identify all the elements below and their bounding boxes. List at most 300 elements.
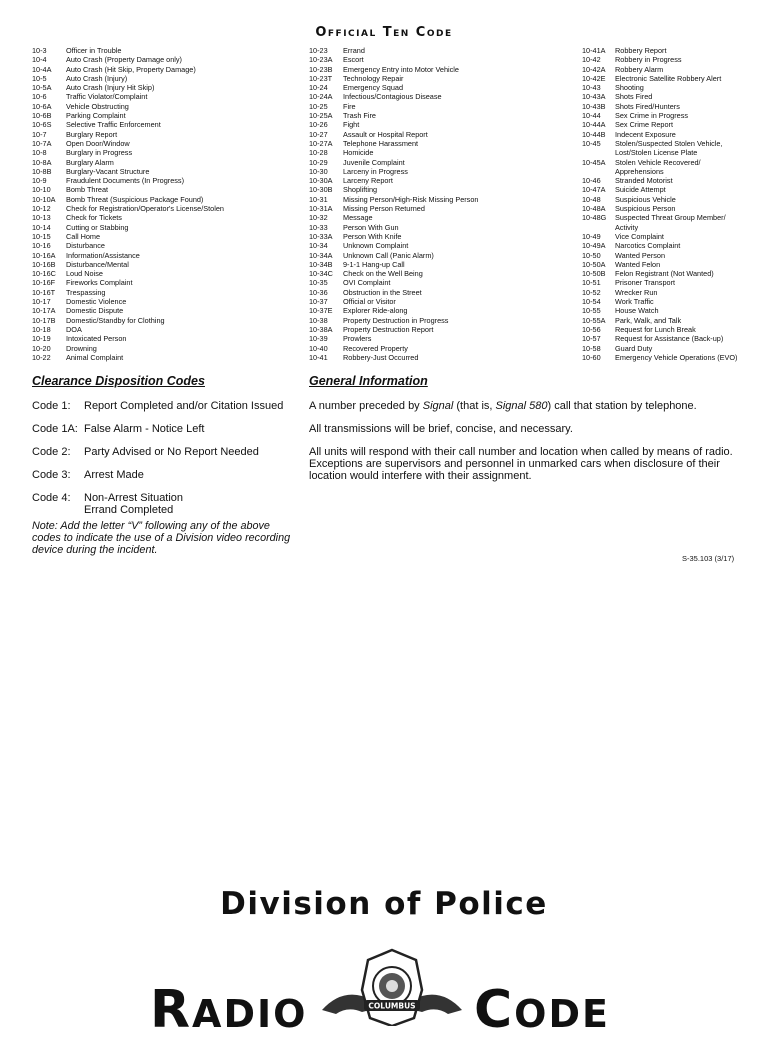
ten-code-number: 10-30 — [309, 166, 328, 176]
ten-code-row — [32, 325, 282, 334]
ten-code-number: 10-48G — [582, 213, 607, 223]
ten-code-row — [309, 158, 569, 167]
ten-code-description: Emergency Entry into Motor Vehicle — [343, 64, 459, 74]
ten-code-number: 10-13 — [32, 213, 51, 223]
ten-code-number: 10-8A — [32, 157, 52, 167]
general-text: (that is, — [453, 400, 496, 412]
ten-code-row — [32, 316, 282, 325]
ten-code-description: Open Door/Window — [66, 138, 130, 148]
ten-code-number: 10-32 — [309, 213, 328, 223]
ten-code-row — [309, 251, 569, 260]
ten-code-row — [309, 120, 569, 129]
ten-code-row — [32, 148, 282, 157]
clearance-code: Code 2: — [32, 446, 71, 458]
ten-code-row — [309, 130, 569, 139]
general-paragraph: All units will respond with their call number and location when called by means of radio. Exceptions are supervisors and personnel in unmarked cars when disclosure of their location would interfere with their assignment. — [309, 446, 733, 482]
signal-term: Signal — [422, 400, 454, 412]
ten-code-row — [309, 176, 569, 185]
ten-code-number: 10-12 — [32, 204, 51, 214]
ten-code-description: Auto Crash (Injury) — [66, 73, 128, 83]
ten-code-row — [32, 74, 282, 83]
ten-code-description: Shots Fired/Hunters — [615, 101, 680, 111]
ten-code-description: Sex Crime Report — [615, 120, 673, 130]
ten-code-number: 10-16T — [32, 287, 56, 297]
ten-code-description: Check on the Well Being — [343, 269, 423, 279]
ten-code-row — [309, 297, 569, 306]
ten-code-row — [32, 288, 282, 297]
ten-code-row — [32, 223, 282, 232]
ten-code-number: 10-56 — [582, 324, 601, 334]
ten-code-description: Larceny in Progress — [343, 166, 408, 176]
ten-code-number: 10-52 — [582, 287, 601, 297]
ten-code-description: Property Destruction Report — [343, 324, 434, 334]
ten-code-number: 10-33 — [309, 222, 328, 232]
ten-code-description: Prowlers — [343, 334, 372, 344]
ten-code-number: 10-49A — [582, 241, 606, 251]
general-text: ) call that station by telephone. — [547, 400, 697, 412]
ten-code-row — [309, 102, 569, 111]
ten-code-number: 10-43B — [582, 101, 606, 111]
ten-code-row — [309, 353, 569, 362]
ten-code-number: 10-18 — [32, 324, 51, 334]
ten-code-description: DOA — [66, 324, 82, 334]
ten-code-description: 9-1-1 Hang-up Call — [343, 259, 405, 269]
ten-code-row — [309, 74, 569, 83]
ten-code-description: Information/Assistance — [66, 250, 140, 260]
ten-code-number: 10-28 — [309, 148, 328, 158]
ten-code-number: 10-55A — [582, 315, 606, 325]
ten-code-row — [582, 83, 742, 92]
ten-code-number: 10-51 — [582, 278, 601, 288]
ten-code-number: 10-17 — [32, 297, 51, 307]
ten-code-number: 10-47A — [582, 185, 606, 195]
badge-center-dot — [386, 980, 398, 992]
clearance-item — [32, 446, 302, 458]
ten-code-row — [582, 55, 742, 64]
ten-code-description: Unknown Complaint — [343, 241, 409, 251]
ten-code-number: 10-34A — [309, 250, 333, 260]
ten-code-row — [32, 46, 282, 55]
ten-code-number: 10-57 — [582, 334, 601, 344]
ten-code-number: 10-25 — [309, 101, 328, 111]
ten-code-description: Trash Fire — [343, 111, 376, 121]
ten-code-number: 10-50A — [582, 259, 606, 269]
ten-code-row — [309, 65, 569, 74]
ten-code-description: Auto Crash (Injury Hit Skip) — [66, 83, 155, 93]
radio-rest: ADIO — [192, 992, 308, 1036]
ten-code-number: 10-5A — [32, 83, 52, 93]
ten-code-row — [309, 344, 569, 353]
ten-code-description: Prisoner Transport — [615, 278, 676, 288]
ten-code-number: 10-24A — [309, 92, 333, 102]
ten-code-number: 10-16A — [32, 250, 56, 260]
code-initial: C — [474, 980, 515, 1040]
ten-code-description: Drowning — [66, 343, 97, 353]
ten-code-number: 10-31 — [309, 194, 328, 204]
ten-code-row — [32, 158, 282, 167]
ten-code-row — [32, 269, 282, 278]
ten-code-description: Disturbance — [66, 241, 105, 251]
ten-code-number: 10-60 — [582, 352, 601, 362]
clearance-list — [32, 400, 302, 527]
ten-code-row — [309, 223, 569, 232]
ten-code-description: Animal Complaint — [66, 352, 124, 362]
ten-code-row — [32, 344, 282, 353]
ten-code-description: Message — [343, 213, 373, 223]
ten-code-row — [582, 334, 742, 343]
ten-code-description: Suspicious Vehicle — [615, 194, 676, 204]
ten-code-number: 10-6S — [32, 120, 52, 130]
ten-code-row — [309, 195, 569, 204]
ten-code-row — [32, 334, 282, 343]
ten-code-row — [582, 176, 742, 185]
clearance-item — [32, 423, 302, 435]
ten-code-row — [32, 297, 282, 306]
ten-code-description: Traffic Violator/Complaint — [66, 92, 148, 102]
ten-code-number: 10-14 — [32, 222, 51, 232]
clearance-code: Code 1A: — [32, 423, 78, 435]
clearance-text-line: Non-Arrest Situation — [84, 492, 184, 504]
ten-code-description: OVI Complaint — [343, 278, 391, 288]
ten-code-number: 10-10A — [32, 194, 56, 204]
ten-code-row — [582, 120, 742, 129]
ten-code-description: Suicide Attempt — [615, 185, 666, 195]
ten-code-row — [309, 204, 569, 213]
police-badge-emblem — [318, 946, 466, 1026]
ten-code-number: 10-17A — [32, 306, 56, 316]
ten-code-description: Cutting or Stabbing — [66, 222, 129, 232]
ten-code-row — [309, 111, 569, 120]
ten-code-description: Larceny Report — [343, 176, 393, 186]
ten-code-row — [32, 306, 282, 315]
ten-code-row — [582, 158, 742, 177]
clearance-text — [84, 492, 302, 516]
ten-code-row — [32, 241, 282, 250]
ten-code-description: Park, Walk, and Talk — [615, 315, 682, 325]
ten-code-row — [582, 297, 742, 306]
ten-code-row — [582, 111, 742, 120]
ten-code-number: 10-15 — [32, 231, 51, 241]
ten-code-row — [582, 65, 742, 74]
ten-code-row — [32, 204, 282, 213]
ten-code-description: Disturbance/Mental — [66, 259, 129, 269]
ten-code-number: 10-5 — [32, 73, 47, 83]
ten-code-number: 10-38 — [309, 315, 328, 325]
ten-code-number: 10-55 — [582, 306, 601, 316]
ten-code-number: 10-37E — [309, 306, 333, 316]
ten-code-row — [309, 55, 569, 64]
ten-code-description: Suspicious Person — [615, 204, 676, 214]
ten-code-description: Robbery-Just Occurred — [343, 352, 419, 362]
ten-code-description: Explorer Ride-along — [343, 306, 408, 316]
ten-code-row — [309, 167, 569, 176]
ten-code-number: 10-34 — [309, 241, 328, 251]
ten-code-description: Domestic/Standby for Clothing — [66, 315, 165, 325]
ten-code-number: 10-4 — [32, 55, 47, 65]
ten-code-number: 10-19 — [32, 334, 51, 344]
ten-code-row — [309, 213, 569, 222]
ten-code-number: 10-50 — [582, 250, 601, 260]
ten-code-number: 10-26 — [309, 120, 328, 130]
ten-code-row — [582, 185, 742, 194]
ten-code-row — [32, 353, 282, 362]
ten-code-column-3 — [582, 46, 742, 362]
ten-code-description: Person With Gun — [343, 222, 399, 232]
ten-code-row — [32, 176, 282, 185]
ten-code-row — [309, 334, 569, 343]
general-info-list — [309, 400, 739, 493]
ten-code-number: 10-36 — [309, 287, 328, 297]
ten-code-description: Obstruction in the Street — [343, 287, 422, 297]
ten-code-description: Robbery in Progress — [615, 55, 682, 65]
ten-code-column-1 — [32, 46, 282, 362]
ten-code-row — [309, 306, 569, 315]
ten-code-description: Person With Knife — [343, 231, 402, 241]
ten-code-description: Vice Complaint — [615, 231, 664, 241]
ten-code-number: 10-42A — [582, 64, 606, 74]
ten-code-number: 10-24 — [309, 83, 328, 93]
ten-code-row — [582, 353, 742, 362]
ten-code-row — [582, 102, 742, 111]
ten-code-description: Robbery Alarm — [615, 64, 664, 74]
ten-code-description: Bomb Threat — [66, 185, 109, 195]
division-title: Division of Police — [220, 886, 548, 922]
ten-code-row — [309, 92, 569, 101]
ten-code-row — [309, 185, 569, 194]
ten-code-row — [32, 232, 282, 241]
ten-code-row — [582, 288, 742, 297]
ten-code-row — [309, 83, 569, 92]
ten-code-row — [582, 241, 742, 250]
ten-code-description: Shots Fired — [615, 92, 653, 102]
ten-code-description: Infectious/Contagious Disease — [343, 92, 442, 102]
ten-code-row — [582, 74, 742, 83]
ten-code-row — [32, 260, 282, 269]
ten-code-row — [582, 316, 742, 325]
ten-code-description: Auto Crash (Property Damage only) — [66, 55, 182, 65]
general-info-heading: General Information — [309, 374, 428, 388]
ten-code-description: Officer in Trouble — [66, 46, 122, 55]
ten-code-number: 10-42E — [582, 73, 606, 83]
clearance-text: False Alarm - Notice Left — [84, 423, 205, 435]
ten-code-number: 10-39 — [309, 334, 328, 344]
clearance-code: Code 1: — [32, 400, 71, 412]
ten-code-number: 10-43A — [582, 92, 606, 102]
ten-code-number: 10-23 — [309, 46, 328, 55]
ten-code-row — [32, 195, 282, 204]
ten-code-number: 10-40 — [309, 343, 328, 353]
general-text: A number preceded by — [309, 400, 423, 412]
clearance-item — [32, 400, 302, 412]
form-number: S-35.103 (3/17) — [682, 554, 735, 563]
ten-code-row — [582, 278, 742, 287]
clearance-text: Party Advised or No Report Needed — [84, 446, 259, 458]
ten-code-number: 10-41 — [309, 352, 328, 362]
ten-code-row — [309, 316, 569, 325]
ten-code-row — [32, 55, 282, 64]
ten-code-number: 10-8 — [32, 148, 47, 158]
ten-code-row — [582, 204, 742, 213]
ten-code-description: Wanted Felon — [615, 259, 661, 269]
ten-code-column-2 — [309, 46, 569, 362]
ten-code-number: 10-8B — [32, 166, 52, 176]
ten-code-row — [32, 185, 282, 194]
ten-code-number: 10-27A — [309, 138, 333, 148]
ten-code-row — [309, 288, 569, 297]
ten-code-description: Robbery Report — [615, 46, 667, 55]
ten-code-description: Burglary Report — [66, 129, 118, 139]
ten-code-row — [32, 251, 282, 260]
ten-code-number: 10-23B — [309, 64, 333, 74]
ten-code-description: Shooting — [615, 83, 644, 93]
ten-code-row — [309, 232, 569, 241]
ten-code-number: 10-30B — [309, 185, 333, 195]
ten-code-row — [582, 306, 742, 315]
ten-code-row — [582, 251, 742, 260]
ten-code-row — [32, 167, 282, 176]
ten-code-number: 10-34C — [309, 269, 333, 279]
ten-code-number: 10-23A — [309, 55, 333, 65]
ten-code-number: 10-44 — [582, 111, 601, 121]
ten-code-number: 10-45A — [582, 157, 606, 167]
ten-code-row — [32, 65, 282, 74]
ten-code-description: Escort — [343, 55, 364, 65]
ten-code-number: 10-3 — [32, 46, 47, 55]
ten-code-number: 10-6A — [32, 101, 52, 111]
ten-code-row — [309, 278, 569, 287]
clearance-heading: Clearance Disposition Codes — [32, 374, 205, 388]
ten-code-number: 10-43 — [582, 83, 601, 93]
ten-code-row — [32, 111, 282, 120]
ten-code-description: Electronic Satellite Robbery Alert — [615, 73, 722, 83]
ten-code-row — [309, 46, 569, 55]
ten-code-number: 10-41A — [582, 46, 606, 55]
clearance-text: Report Completed and/or Citation Issued — [84, 400, 284, 412]
ten-code-number: 10-42 — [582, 55, 601, 65]
ten-code-description: Emergency Squad — [343, 83, 404, 93]
ten-code-number: 10-29 — [309, 157, 328, 167]
radio-initial: R — [150, 980, 193, 1040]
ten-code-number: 10-45 — [582, 138, 601, 148]
ten-code-number: 10-44A — [582, 120, 606, 130]
ten-code-number: 10-6 — [32, 92, 47, 102]
code-rest: ODE — [514, 992, 610, 1036]
ten-code-row — [582, 344, 742, 353]
ten-code-description: Guard Duty — [615, 343, 653, 353]
ten-code-number: 10-17B — [32, 315, 56, 325]
ten-code-description: Intoxicated Person — [66, 334, 127, 344]
ten-code-row — [309, 148, 569, 157]
ten-code-description: Property Destruction in Progress — [343, 315, 449, 325]
clearance-text-line: Errand Completed — [84, 504, 174, 516]
clearance-note: Note: Add the letter “V” following any of the above codes to indicate the use of a Division video recording device during the incident. — [32, 520, 291, 556]
ten-code-description: Sex Crime in Progress — [615, 111, 688, 121]
ten-code-description: Work Traffic — [615, 297, 654, 307]
ten-code-description: Technology Repair — [343, 73, 404, 83]
ten-code-description: Wanted Person — [615, 250, 666, 260]
ten-code-description: Domestic Dispute — [66, 306, 124, 316]
ten-code-description: Fight — [343, 120, 360, 130]
ten-code-row — [309, 325, 569, 334]
ten-code-description: Auto Crash (Hit Skip, Property Damage) — [66, 64, 196, 74]
ten-code-number: 10-31A — [309, 204, 333, 214]
ten-code-number: 10-44B — [582, 129, 606, 139]
ten-code-row — [32, 92, 282, 101]
ten-code-row — [582, 269, 742, 278]
ten-code-number: 10-16 — [32, 241, 51, 251]
radio-word — [150, 980, 307, 1040]
ten-code-row — [32, 213, 282, 222]
ten-code-description: Burglary in Progress — [66, 148, 133, 158]
ten-code-number: 10-49 — [582, 231, 601, 241]
ten-code-number: 10-33A — [309, 231, 333, 241]
ten-code-description: Official or Visitor — [343, 297, 396, 307]
page-title: Official Ten Code — [315, 25, 453, 40]
ten-code-description: Unknown Call (Panic Alarm) — [343, 250, 434, 260]
ten-code-row — [32, 139, 282, 148]
ten-code-row — [32, 102, 282, 111]
ten-code-number: 10-4A — [32, 64, 52, 74]
ten-code-row — [582, 260, 742, 269]
general-paragraph: All transmissions will be brief, concise, and necessary. — [309, 423, 573, 435]
ten-code-description: Missing Person Returned — [343, 204, 425, 214]
ten-code-description: Missing Person/High-Risk Missing Person — [343, 194, 479, 204]
ten-code-description: Narcotics Complaint — [615, 241, 681, 251]
ten-code-description: Stolen/Suspected Stolen Vehicle, Lost/Stolen License Plate — [615, 138, 723, 158]
signal-example: Signal 580 — [495, 400, 548, 412]
ten-code-number: 10-35 — [309, 278, 328, 288]
ten-code-number: 10-27 — [309, 129, 328, 139]
ten-code-number: 10-48 — [582, 194, 601, 204]
ten-code-description: Domestic Violence — [66, 297, 127, 307]
ten-code-number: 10-48A — [582, 204, 606, 214]
ten-code-description: Parking Complaint — [66, 111, 126, 121]
ten-code-description: Recovered Property — [343, 343, 408, 353]
ten-code-description: Call Home — [66, 231, 101, 241]
ten-code-description: Suspected Threat Group Member/ Activity — [615, 213, 726, 232]
ten-code-number: 10-10 — [32, 185, 51, 195]
ten-code-description: Juvenile Complaint — [343, 157, 405, 167]
ten-code-description: Fire — [343, 101, 356, 111]
ten-code-row — [309, 241, 569, 250]
ten-code-number: 10-23T — [309, 73, 333, 83]
ten-code-number: 10-34B — [309, 259, 333, 269]
ten-code-number: 10-16F — [32, 278, 56, 288]
ten-code-number: 10-54 — [582, 297, 601, 307]
ten-code-row — [32, 278, 282, 287]
ten-code-number: 10-58 — [582, 343, 601, 353]
badge-text: COLUMBUS — [368, 1001, 416, 1011]
ten-code-description: Emergency Vehicle Operations (EVO) — [615, 352, 738, 362]
ten-code-description: Indecent Exposure — [615, 129, 676, 139]
ten-code-number: 10-20 — [32, 343, 51, 353]
ten-code-description: Shoplifting — [343, 185, 378, 195]
clearance-text: Arrest Made — [84, 469, 144, 481]
ten-code-description: Fraudulent Documents (In Progress) — [66, 176, 185, 186]
ten-code-number: 10-7 — [32, 129, 47, 139]
ten-code-number: 10-37 — [309, 297, 328, 307]
ten-code-row — [582, 232, 742, 241]
clearance-code: Code 4: — [32, 492, 71, 504]
ten-code-number: 10-16B — [32, 259, 56, 269]
ten-code-row — [32, 120, 282, 129]
ten-code-number: 10-25A — [309, 111, 333, 121]
ten-code-description: Trespassing — [66, 287, 106, 297]
clearance-item — [32, 469, 302, 481]
code-word — [474, 980, 610, 1040]
ten-code-description: Selective Traffic Enforcement — [66, 120, 161, 130]
ten-code-number: 10-6B — [32, 111, 52, 121]
